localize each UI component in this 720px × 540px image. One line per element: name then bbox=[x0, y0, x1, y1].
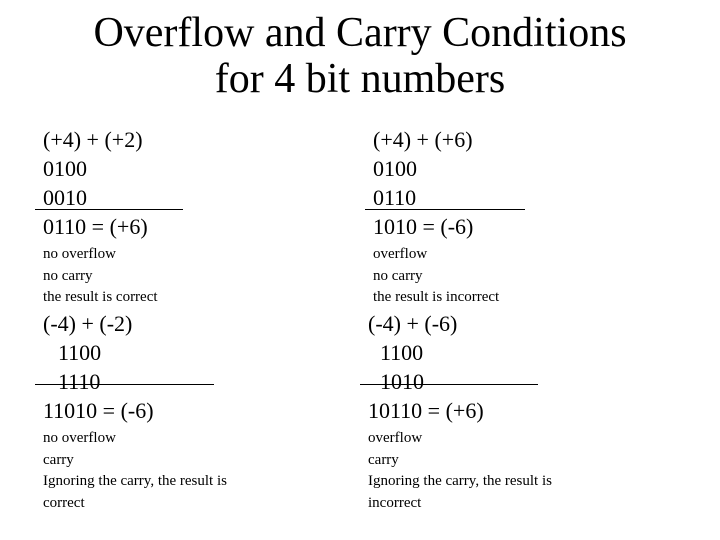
operand-2: 0110 bbox=[373, 185, 417, 210]
note-result: the result is incorrect bbox=[373, 289, 500, 305]
result: 11010 = (-6) bbox=[43, 398, 154, 423]
sum-rule bbox=[35, 209, 183, 210]
title-line-2: for 4 bit numbers bbox=[214, 56, 506, 102]
example-positive-overflow bbox=[373, 125, 673, 309]
note-carry: no carry bbox=[43, 267, 93, 284]
operand-1: 1100 bbox=[58, 340, 102, 365]
example-negative-overflow bbox=[368, 309, 678, 514]
note-overflow: no overflow bbox=[43, 246, 116, 262]
note-carry: carry bbox=[368, 451, 399, 468]
note-carry: carry bbox=[43, 451, 74, 468]
note-overflow: overflow bbox=[368, 430, 423, 446]
operand-1: 1100 bbox=[380, 340, 424, 365]
note-carry: no carry bbox=[373, 267, 423, 284]
expression: (+4) + (+2) bbox=[43, 127, 143, 152]
expression: (-4) + (-2) bbox=[43, 311, 133, 336]
note-overflow: no overflow bbox=[43, 430, 116, 446]
sum-rule bbox=[360, 384, 538, 385]
example-negative-no-overflow bbox=[43, 309, 343, 514]
operand-2: 1010 bbox=[380, 369, 424, 394]
expression: (-4) + (-6) bbox=[368, 311, 458, 336]
example-positive-no-overflow bbox=[43, 125, 343, 309]
result: 0110 = (+6) bbox=[43, 214, 148, 239]
operand-1: 0100 bbox=[373, 156, 417, 181]
result: 10110 = (+6) bbox=[368, 398, 484, 423]
note-result-continued: incorrect bbox=[368, 494, 422, 511]
note-result-continued: correct bbox=[43, 494, 85, 511]
title-line-1: Overflow and Carry Conditions bbox=[93, 10, 627, 56]
note-result: Ignoring the carry, the result is bbox=[368, 473, 552, 489]
expression: (+4) + (+6) bbox=[373, 127, 473, 152]
sum-rule bbox=[35, 384, 214, 385]
operand-1: 0100 bbox=[43, 156, 87, 181]
sum-rule bbox=[365, 209, 525, 210]
result: 1010 = (-6) bbox=[373, 214, 474, 239]
page-title bbox=[0, 10, 720, 102]
note-result: Ignoring the carry, the result is bbox=[43, 473, 227, 489]
operand-2: 0010 bbox=[43, 185, 87, 210]
operand-2: 1110 bbox=[58, 369, 101, 394]
note-overflow: overflow bbox=[373, 246, 428, 262]
note-result: the result is correct bbox=[43, 289, 158, 305]
